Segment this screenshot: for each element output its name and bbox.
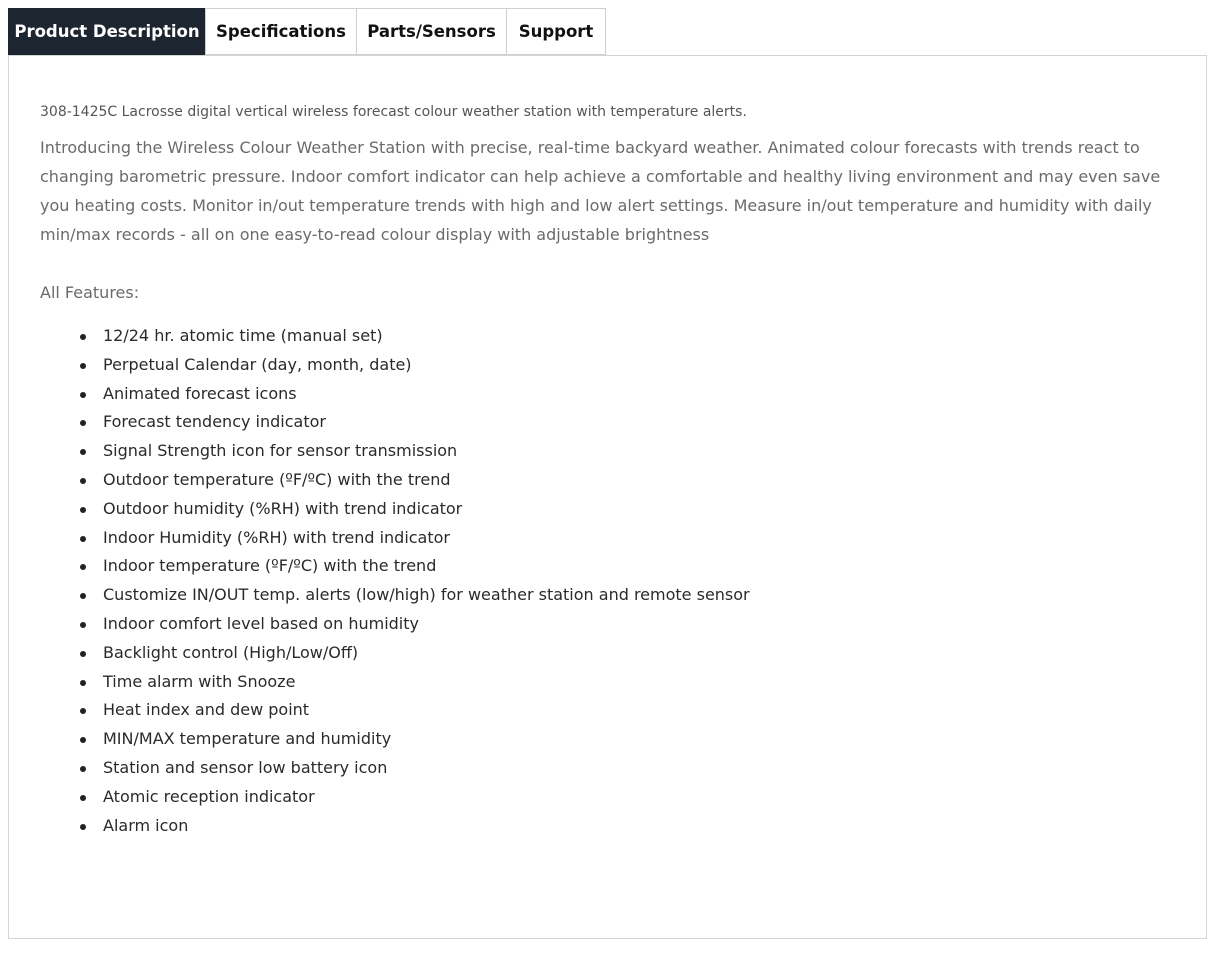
feature-item <box>103 495 1165 524</box>
bullet-icon <box>80 478 86 484</box>
bullet-icon <box>80 564 86 570</box>
feature-text: MIN/MAX temperature and humidity <box>103 729 392 749</box>
product-description-content <box>40 100 1165 840</box>
features-heading: All Features: <box>40 283 140 302</box>
bullet-icon <box>80 708 86 714</box>
feature-text: Indoor comfort level based on humidity <box>103 613 419 633</box>
bullet-icon <box>80 507 86 513</box>
feature-text: 12/24 hr. atomic time (manual set) <box>103 326 383 345</box>
feature-text: Alarm icon <box>103 815 189 835</box>
feature-text: Backlight control (High/Low/Off) <box>103 642 359 662</box>
product-intro: 308-1425C Lacrosse digital vertical wireless forecast colour weather station with temperature alerts. <box>40 104 747 120</box>
feature-text: Customize IN/OUT temp. alerts (low/high) for weather station and remote sensor <box>103 585 750 605</box>
bullet-icon <box>80 766 86 772</box>
feature-item <box>103 408 1165 437</box>
feature-item <box>103 524 1165 553</box>
product-description: Introducing the Wireless Colour Weather Station with precise, real-time backyard weather. Animated colour forecasts with trends react to changing barometric pressure. Indoor comfort indicator can help achieve a comfortable and healthy living environment and may even save you heating costs. Monitor in/out temperature trends with high and low alert settings. Measure in/out temperature and humidity with daily min/max records - all on one easy-to-read colour display with adjustable brightness <box>40 138 1161 244</box>
feature-item <box>103 783 1165 812</box>
feature-item <box>103 552 1165 581</box>
feature-item <box>103 696 1165 725</box>
tab-panel-product-description <box>8 55 1207 939</box>
bullet-icon <box>80 536 86 542</box>
bullet-icon <box>80 392 86 398</box>
feature-item <box>103 437 1165 466</box>
feature-item <box>103 351 1165 380</box>
bullet-icon <box>80 420 86 426</box>
feature-text: Forecast tendency indicator <box>103 412 326 432</box>
tab-parts-sensors[interactable]: Parts/Sensors <box>356 8 507 55</box>
bullet-icon <box>80 824 86 830</box>
feature-text: Animated forecast icons <box>103 383 297 403</box>
bullet-icon <box>80 334 86 340</box>
feature-item <box>103 581 1165 610</box>
feature-text: Indoor Humidity (%RH) with trend indicator <box>103 527 450 547</box>
bullet-icon <box>80 622 86 628</box>
feature-text: Outdoor humidity (%RH) with trend indicator <box>103 498 463 518</box>
feature-text: Outdoor temperature (ºF/ºC) with the trend <box>103 469 451 489</box>
feature-item <box>103 380 1165 409</box>
product-tabs <box>8 8 606 55</box>
tab-specifications[interactable]: Specifications <box>205 8 357 55</box>
feature-text: Heat index and dew point <box>103 700 310 720</box>
feature-text: Indoor temperature (ºF/ºC) with the trend <box>103 556 437 576</box>
feature-text: Signal Strength icon for sensor transmission <box>103 441 458 461</box>
feature-item <box>103 322 1165 351</box>
feature-item <box>103 812 1165 841</box>
feature-item <box>103 725 1165 754</box>
feature-text: Perpetual Calendar (day, month, date) <box>103 354 412 374</box>
features-list <box>40 322 1165 840</box>
feature-text: Atomic reception indicator <box>103 786 315 806</box>
feature-item <box>103 466 1165 495</box>
feature-item <box>103 754 1165 783</box>
feature-item <box>103 668 1165 697</box>
bullet-icon <box>80 737 86 743</box>
bullet-icon <box>80 593 86 599</box>
feature-item <box>103 639 1165 668</box>
feature-text: Time alarm with Snooze <box>103 671 296 691</box>
bullet-icon <box>80 651 86 657</box>
feature-item <box>103 610 1165 639</box>
bullet-icon <box>80 795 86 801</box>
tab-product-description[interactable]: Product Description <box>8 8 206 55</box>
bullet-icon <box>80 680 86 686</box>
bullet-icon <box>80 449 86 455</box>
feature-text: Station and sensor low battery icon <box>103 757 388 777</box>
tab-support[interactable]: Support <box>506 8 606 55</box>
bullet-icon <box>80 363 86 369</box>
